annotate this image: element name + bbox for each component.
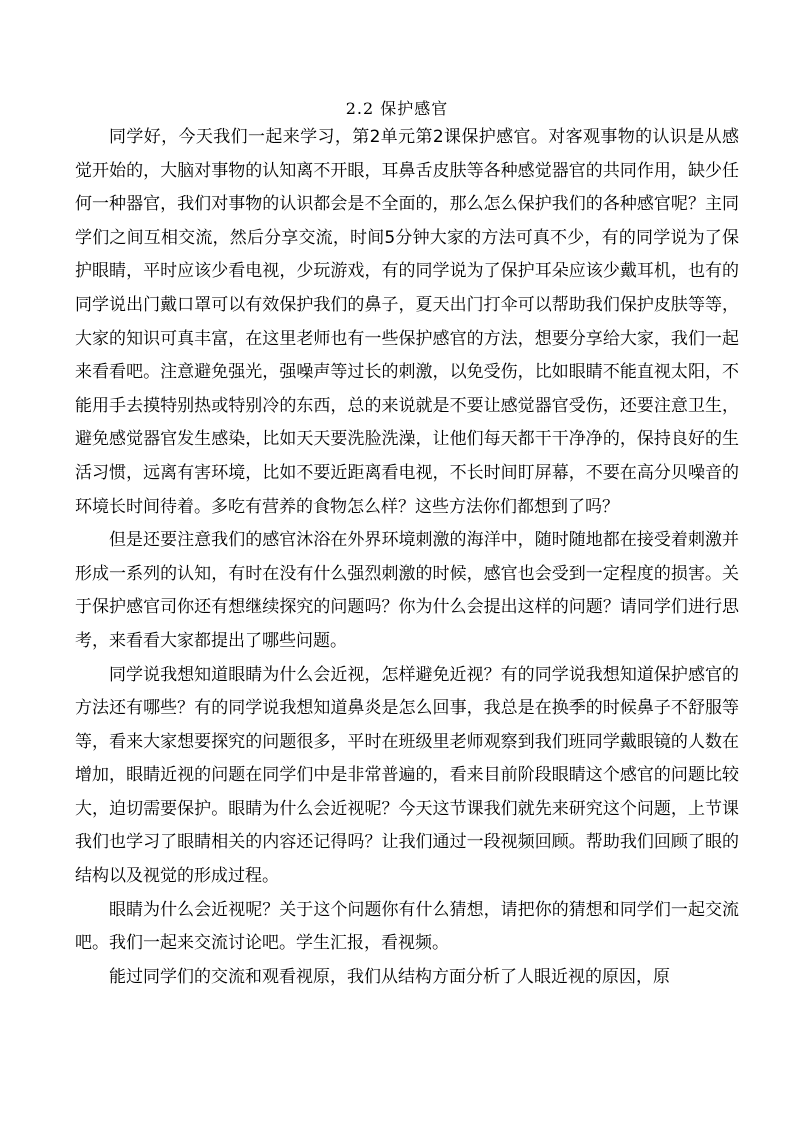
page-title: 2.2 保护感官 bbox=[345, 99, 449, 118]
paragraph-1: 同学好，今天我们一起来学习，第2单元第2课保护感官。对客观事物的认识是从感觉开始的，大脑对事物的认知离不开眼，耳鼻舌皮肤等各种感觉器官的共同作用，缺少任何一种器官，我们对事物的认识都会是不全面的，那么怎么保护我们的各种感官呢？主同学们之间互相交流，然后分享交流，时间5分钟大家的方法可真不少，有的同学说为了保护眼睛，平时应该少看电视，少玩游戏，有的同学说为了保护耳朵应该少戴耳机，也有的同学说出门戴口罩可以有效保护我们的鼻子，夏天出门打伞可以帮助我们保护皮肤等等，大家的知识可真丰富，在这里老师也有一些保护感官的方法，想要分享给大家，我们一起来看看吧。注意避免强光，强噪声等过长的刺激，以免受伤，比如眼睛不能直视太阳，不能用手去摸特别热或特别冷的东西，总的来说就是不要让感觉器官受伤，还要注意卫生，避免感觉器官发生感染，比如天天要洗脸洗澡，让他们每天都干干净净的，保持良好的生活习惯，远离有害环境，比如不要近距离看电视，不长时间盯屏幕，不要在高分贝噪音的环境长时间待着。多吃有营养的食物怎么样？这些方法你们都想到了吗？ bbox=[75, 127, 739, 517]
paragraph-2: 但是还要注意我们的感官沐浴在外界环境刺激的海洋中，随时随地都在接受着刺激并形成一系列的认知，有时在没有什么强烈刺激的时候，感官也会受到一定程度的损害。关于保护感官司你还有想继续探究的问题吗？你为什么会提出这样的问题？请同学们进行思考，来看看大家都提出了哪些问题。 bbox=[75, 530, 739, 651]
paragraph-4: 眼睛为什么会近视呢？关于这个问题你有什么猜想，请把你的猜想和同学们一起交流吧。我们一起来交流讨论吧。学生汇报，看视频。 bbox=[75, 899, 739, 954]
paragraph-5: 能过同学们的交流和观看视原，我们从结构方面分析了人眼近视的原因，原 bbox=[109, 966, 670, 987]
document-body bbox=[75, 121, 739, 994]
paragraph-3: 同学说我想知道眼睛为什么会近视，怎样避免近视？有的同学说我想知道保护感官的方法还有哪些？有的同学说我想知道鼻炎是怎么回事，我总是在换季的时候鼻子不舒服等等，看来大家想要探究的问题很多，平时在班级里老师观察到我们班同学戴眼镜的人数在增加，眼睛近视的问题在同学们中是非常普遍的，看来目前阶段眼睛这个感官的问题比较大，迫切需要保护。眼睛为什么会近视呢？今天这节课我们就先来研究这个问题，上节课我们也学习了眼睛相关的内容还记得吗？让我们通过一段视频回顾。帮助我们回顾了眼的结构以及视觉的形成过程。 bbox=[75, 664, 739, 887]
